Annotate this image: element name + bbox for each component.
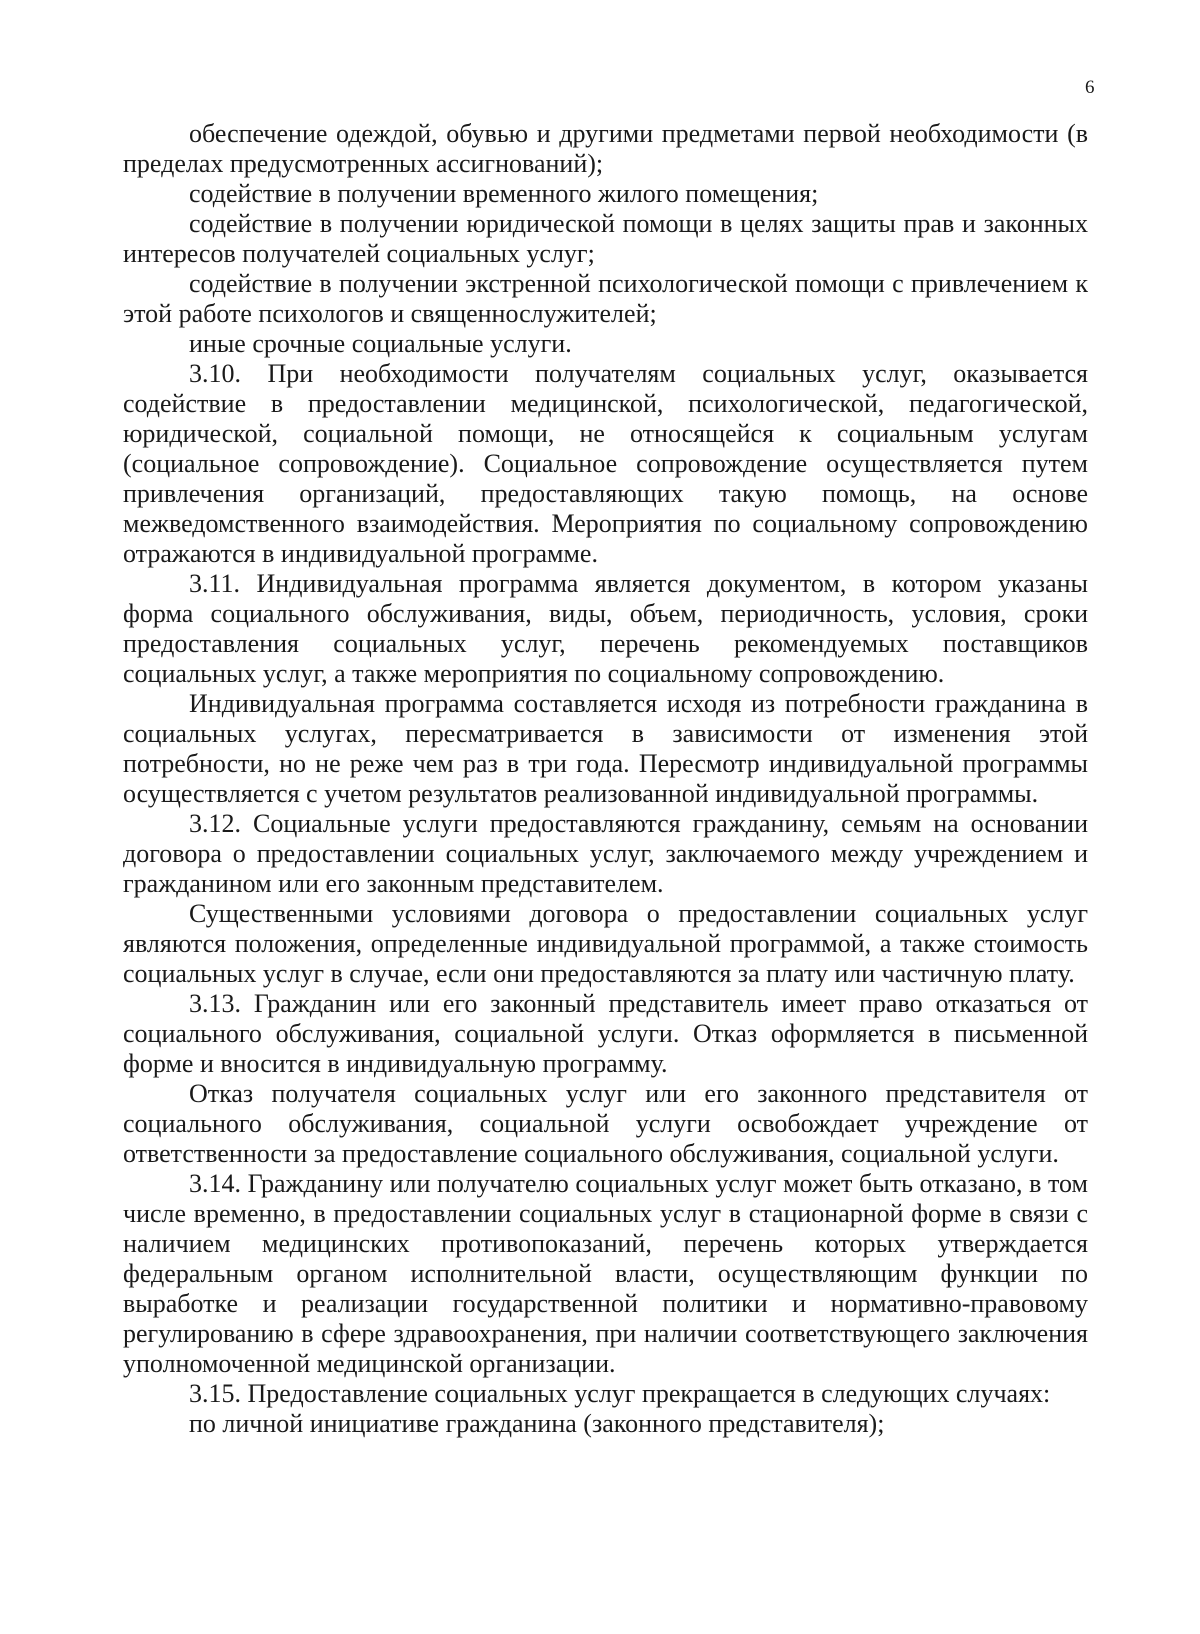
paragraph-section-3-12: 3.12. Социальные услуги предоставляются гражданину, семьям на основании договора о предоставлении социальных услуг, заключаемого между учреждением и гражданином или его законным представителем. xyxy=(123,809,1088,898)
paragraph-refusal-consequences: Отказ получателя социальных услуг или его законного представителя от социального обслуживания, социальной услуги освобождает учреждение от ответственности за предоставление социального обслуживания, социальной услуги. xyxy=(123,1079,1088,1168)
paragraph-section-3-11: 3.11. Индивидуальная программа является документом, в котором указаны форма социального обслуживания, виды, объем, периодичность, условия, сроки предоставления социальных услуг, перечень рекомендуемых поставщиков социальных услуг, а также мероприятия по социальному сопровождению. xyxy=(123,569,1088,688)
paragraph-personal-initiative: по личной инициативе гражданина (законного представителя); xyxy=(189,1409,885,1438)
paragraph-program-revision: Индивидуальная программа составляется исходя из потребности гражданина в социальных услугах, пересматривается в зависимости от изменения этой потребности, но не реже чем раз в три года. Пересмотр индивидуальной программы осуществляется с учетом результатов реализованной индивидуальной программы. xyxy=(123,689,1088,808)
paragraph-section-3-13: 3.13. Гражданин или его законный представитель имеет право отказаться от социального обслуживания, социальной услуги. Отказ оформляется в письменной форме и вносится в индивидуальную программу. xyxy=(123,989,1088,1078)
document-body xyxy=(123,119,1088,1439)
paragraph-clothing-provision: обеспечение одеждой, обувью и другими предметами первой необходимости (в пределах предусмотренных ассигнований); xyxy=(123,119,1088,178)
paragraph-psychological-assistance: содействие в получении экстренной психологической помощи с привлечением к этой работе психологов и священнослужителей; xyxy=(123,269,1088,328)
paragraph-temporary-housing: содействие в получении временного жилого помещения; xyxy=(189,179,819,208)
page-number: 6 xyxy=(1085,77,1095,98)
paragraph-contract-terms: Существенными условиями договора о предоставлении социальных услуг являются положения, определенные индивидуальной программой, а также стоимость социальных услуг в случае, если они предоставляются за плату или частичную плату. xyxy=(123,899,1088,988)
paragraph-section-3-14: 3.14. Гражданину или получателю социальных услуг может быть отказано, в том числе временно, в предоставлении социальных услуг в стационарной форме в связи с наличием медицинских противопоказаний, перечень которых утверждается федеральным органом исполнительной власти, осуществляющим функции по выработке и реализации государственной политики и нормативно-правовому регулированию в сфере здравоохранения, при наличии соответствующего заключения уполномоченной медицинской организации. xyxy=(123,1169,1088,1378)
paragraph-other-urgent-services: иные срочные социальные услуги. xyxy=(189,329,572,358)
paragraph-section-3-10: 3.10. При необходимости получателям социальных услуг, оказывается содействие в предоставлении медицинской, психологической, педагогической, юридической, социальной помощи, не относящейся к социальным услугам (социальное сопровождение). Социальное сопровождение осуществляется путем привлечения организаций, предоставляющих такую помощь, на основе межведомственного взаимодействия. Мероприятия по социальному сопровождению отражаются в индивидуальной программе. xyxy=(123,359,1088,568)
paragraph-legal-assistance: содействие в получении юридической помощи в целях защиты прав и законных интересов получателей социальных услуг; xyxy=(123,209,1088,268)
paragraph-section-3-15: 3.15. Предоставление социальных услуг прекращается в следующих случаях: xyxy=(189,1379,1051,1408)
